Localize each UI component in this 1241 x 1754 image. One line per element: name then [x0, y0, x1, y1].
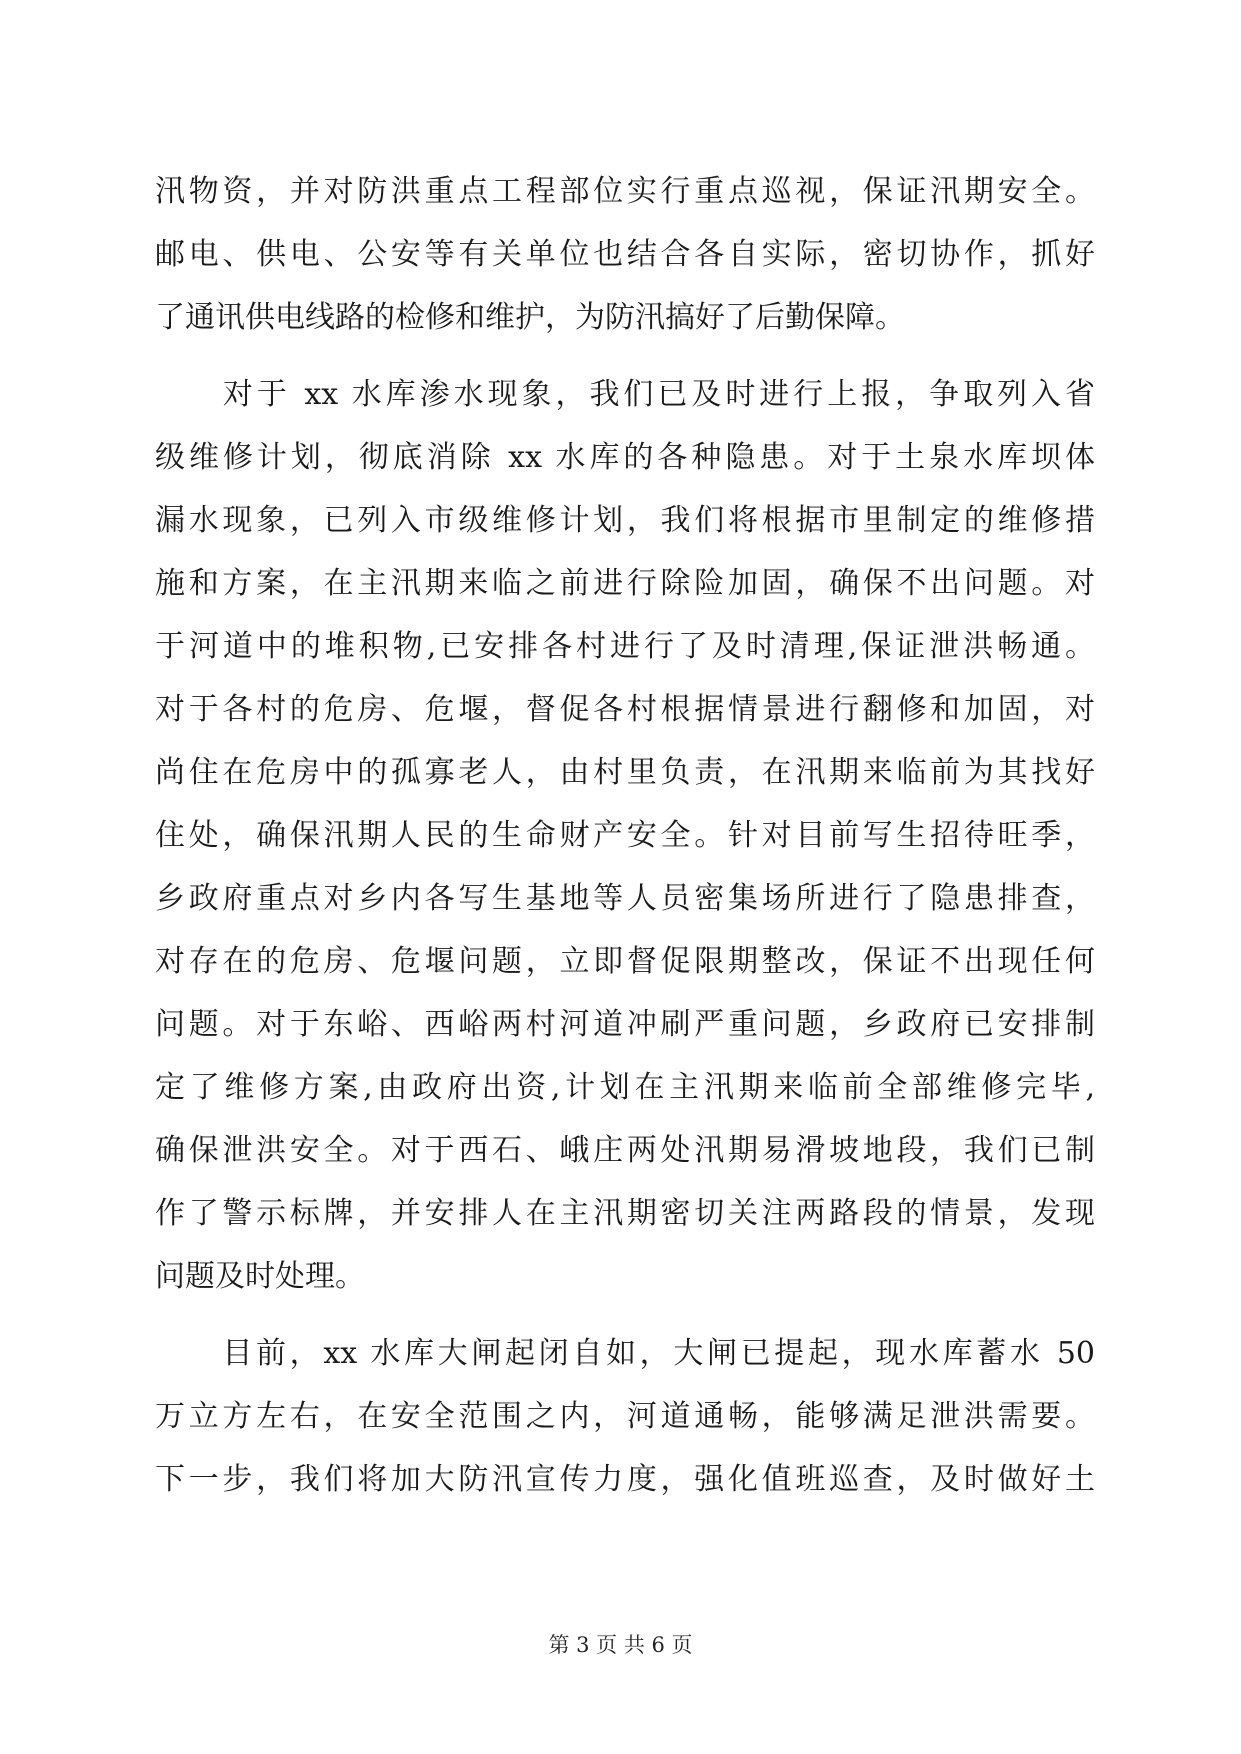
text-line: 对于 xx 水库渗水现象，我们已及时进行上报，争取列入省 [155, 377, 1095, 412]
text-line: 尚住在危房中的孤寡老人，由村里负责，在汛期来临前为其找好 [155, 755, 1095, 790]
paragraph-spacing [155, 1308, 1095, 1322]
text-line: 于河道中的堆积物,已安排各村进行了及时清理,保证泄洪畅通。 [155, 629, 1095, 664]
page-number-label: 第 3 页 共 6 页 [548, 1633, 693, 1657]
paragraph [155, 363, 1095, 1308]
text-line: 级维修计划，彻底消除 xx 水库的各种隐患。对于土泉水库坝体 [155, 440, 1095, 475]
text-line: 对存在的危房、危堰问题，立即督促限期整改，保证不出现任何 [155, 944, 1095, 979]
text-line: 问题及时处理。 [155, 1259, 365, 1294]
text-line: 了通讯供电线路的检修和维护，为防汛搞好了后勤保障。 [155, 300, 905, 335]
text-line: 作了警示标牌，并安排人在主汛期密切关注两路段的情景，发现 [155, 1196, 1095, 1231]
text-line: 目前，xx 水库大闸起闭自如，大闸已提起，现水库蓄水 50 [155, 1336, 1095, 1371]
text-line: 万立方左右，在安全范围之内，河道通畅，能够满足泄洪需要。 [155, 1399, 1095, 1434]
text-line: 乡政府重点对乡内各写生基地等人员密集场所进行了隐患排查， [155, 881, 1095, 916]
text-line: 下一步，我们将加大防汛宣传力度，强化值班巡查，及时做好土 [155, 1462, 1095, 1497]
paragraph-spacing [155, 349, 1095, 363]
paragraph [155, 160, 1095, 349]
text-line: 定了维修方案,由政府出资,计划在主汛期来临前全部维修完毕, [155, 1070, 1095, 1105]
page-footer [0, 1630, 1241, 1660]
text-line: 对于各村的危房、危堰，督促各村根据情景进行翻修和加固，对 [155, 692, 1095, 727]
paragraph [155, 1322, 1095, 1511]
text-line: 邮电、供电、公安等有关单位也结合各自实际，密切协作，抓好 [155, 237, 1095, 272]
text-line: 汛物资，并对防洪重点工程部位实行重点巡视，保证汛期安全。 [155, 174, 1095, 209]
text-line: 问题。对于东峪、西峪两村河道冲刷严重问题，乡政府已安排制 [155, 1007, 1095, 1042]
text-line: 施和方案，在主汛期来临之前进行除险加固，确保不出问题。对 [155, 566, 1095, 601]
text-line: 住处，确保汛期人民的生命财产安全。针对目前写生招待旺季， [155, 818, 1095, 853]
text-line: 确保泄洪安全。对于西石、峨庄两处汛期易滑坡地段，我们已制 [155, 1133, 1095, 1168]
text-line: 漏水现象，已列入市级维修计划，我们将根据市里制定的维修措 [155, 503, 1095, 538]
document-body [155, 160, 1095, 1511]
